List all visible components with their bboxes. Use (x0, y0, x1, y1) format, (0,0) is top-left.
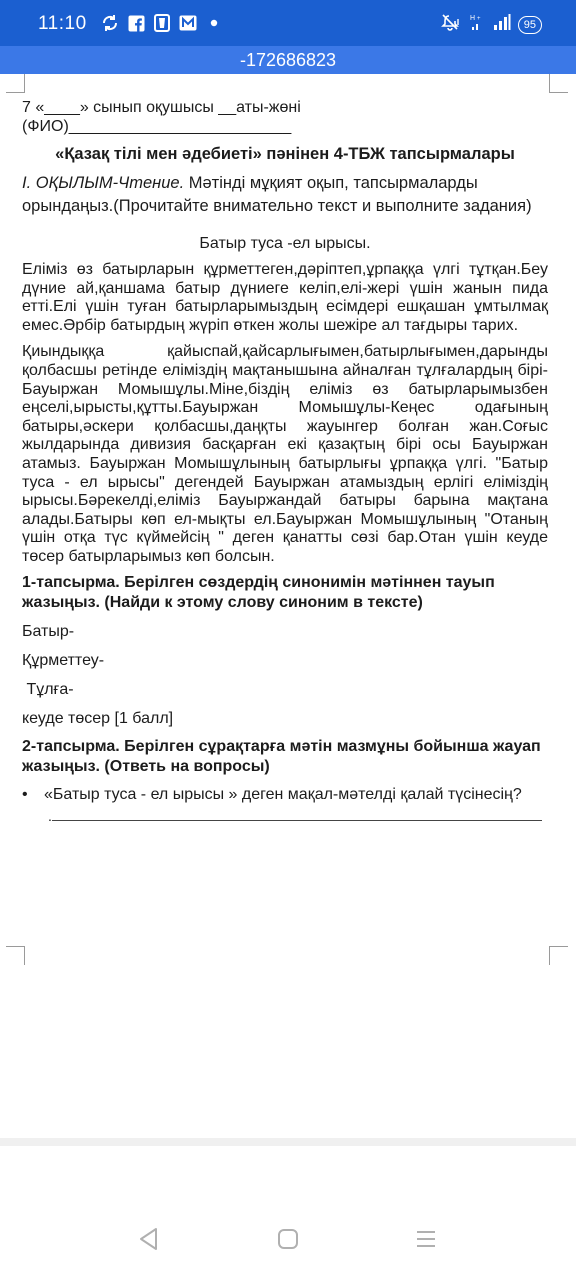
task-1-heading: 1-тапсырма. Берілген сөздердің синонимін мәтіннен тауып жазыңыз. (Найди к этому слову синоним в тексте) (22, 573, 495, 611)
answer-dot: . (48, 807, 52, 824)
synonym-word: Тұлға- (22, 680, 74, 698)
section-label: I. ОҚЫЛЫМ-Чтение. (22, 174, 185, 192)
document-content (22, 98, 548, 824)
menu-icon (415, 1228, 437, 1250)
facebook-icon (126, 13, 146, 33)
notification-icons (100, 13, 224, 33)
page-corner-mark (549, 74, 568, 93)
document-title: -172686823 (239, 50, 337, 70)
back-icon (138, 1227, 160, 1251)
text-title: Батыр туса -ел ырысы. (199, 235, 371, 252)
sync-icon (100, 13, 120, 33)
wifi-icon (470, 13, 486, 36)
synonym-word: кеуде төсер [1 балл] (22, 709, 174, 727)
cup-icon (152, 13, 172, 33)
status-time: 11:10 (38, 13, 87, 34)
status-bar (0, 0, 576, 46)
student-class-line: 7 «____» сынып оқушысы __аты-жөні (22, 99, 301, 116)
signal-icon (493, 13, 511, 36)
menu-button[interactable] (411, 1224, 441, 1254)
document-title-bar (0, 46, 576, 74)
answer-line (52, 808, 542, 821)
system-icons (441, 13, 542, 36)
question-item (22, 785, 548, 804)
instructions-text: Мәтінді мұқият оқып, тапсырмаларды орындаңыз.(Прочитайте внимательно текст и выполните задания) (22, 174, 532, 215)
page-corner-mark (549, 946, 568, 965)
bullet-icon: • (22, 785, 28, 803)
reading-instructions (22, 172, 548, 218)
task-2-heading: 2-тапсырма. Берілген сұрақтарға мәтін мазмұны бойынша жауап жазыңыз. (Ответь на вопросы) (22, 737, 541, 775)
home-button[interactable] (273, 1224, 303, 1254)
answer-field[interactable] (22, 807, 548, 824)
student-name-line: (ФИО)_________________________ (22, 118, 292, 135)
back-button[interactable] (134, 1224, 164, 1254)
navigation-bar (0, 1200, 576, 1280)
worksheet-heading: «Қазақ тілі мен әдебиеті» пәнінен 4-ТБЖ тапсырмалары (55, 145, 515, 163)
reading-paragraph-1: Еліміз өз батырларын құрметтеген,дәріптеп,ұрпаққа үлгі тұтқан.Беу дүние ай,қаншама батыр дүниеге келіп,елі-жері үшін жанын пида етті.Елі үшін туған батырларымыздың есімдері ешқашан ұмтылмақ емес.Әрбір батырдың жүріп өткен жолы шежіре ал тағдыры тарих. (22, 261, 548, 334)
svg-text:H: H (469, 15, 475, 22)
battery-icon: 95 (518, 16, 542, 34)
home-icon (277, 1228, 299, 1250)
page-divider (0, 1138, 576, 1146)
page-corner-mark (6, 946, 25, 965)
page-corner-mark (6, 74, 25, 93)
dot-icon (204, 13, 224, 33)
svg-text:+: + (476, 16, 481, 22)
gmail-icon (178, 13, 198, 33)
reading-paragraph-2: Қиындыққа қайыспай,қайсарлығымен,батырлығымен,дарынды қолбасшы ретінде еліміздің мақтанышына айналған тұлғалардың бірі-Бауыржан Момышұлы.Міне,біздің еліміз өз батырларымызбен еңселі,ырысты,құтты.Бауыржан Момышұлы-Кеңес одағының батыры,әскери қолбасшы,даңқты жауынгер болған жан.Соғыс жылдарында дивизия басқарған екі қазақтың бірі осы Бауыржан атамыз. Бауыржан Момышұлының батырлығы ұрпаққа үлгі. "Батыр туса - ел ырысы" дегендей Бауыржан атамыздың ерлігі еліміздің ырысы.Бәрекелді,еліміз Бауыржандай батыры барына мақтана алады.Батыры көп ел-мықты ел.Бауыржан Момышұлының "Отаның үшін отқа түс күймейсің " деген қанатты сөзі бар.Отан үшін кеуде төсер батырларымыз көп болсын. (22, 343, 548, 565)
synonym-word: Құрметтеу- (22, 651, 105, 669)
question-text: «Батыр туса - ел ырысы » деген мақал-мәтелді қалай түсінесің? (44, 785, 522, 803)
synonym-word: Батыр- (22, 622, 75, 640)
mute-icon (441, 13, 463, 36)
